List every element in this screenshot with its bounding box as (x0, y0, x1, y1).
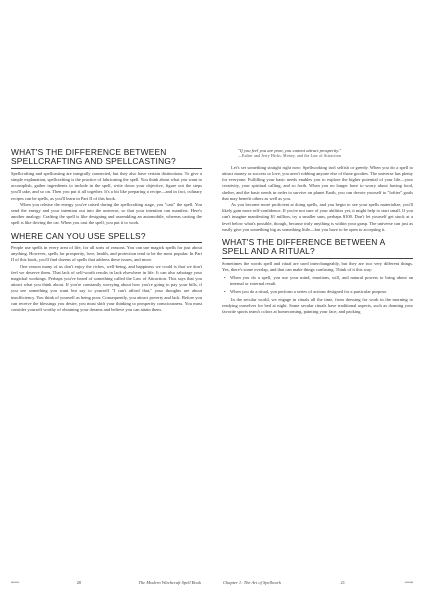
body-paragraph: One reason many of us don't enjoy the riches, well-being, and happiness we could is that we don't feel we deserve them. That lack of self-worth results in lack elsewhere in life. It can also sabotage your magickal workings. Perhaps you've heard of something called the Law of Attraction. This says that you attract what you think about. If you're constantly worrying about how you're going to pay your bills, if you see something you want but say to yourself "I can't afford that," your thoughts are about insufficiency. You think of yourself as being poor. Consequently, you attract poverty and lack. Before you can receive the blessings you desire, you must shift your thinking to prosperity consciousness. You must consider yourself worthy of obtaining your dreams and believe you can attain them. (11, 263, 202, 313)
arrow-left-icon: ⟵ (11, 580, 20, 586)
body-paragraph: Sometimes the words spell and ritual are used interchangeably, but they are two very different things. Yes, there's some overlap, and that can make things confusing. Think of it this way: (222, 260, 413, 273)
section-heading: WHERE CAN YOU USE SPELLS? (11, 232, 202, 243)
running-title: The Modern Witchcraft Spell Book (138, 580, 201, 585)
section-heading: WHAT'S THE DIFFERENCE BETWEEN SPELLCRAFTING AND SPELLCASTING? (11, 148, 202, 169)
list-item: • When you do a spell, you use your mind, emotions, will, and natural powers to bring about an internal or external result. (224, 275, 413, 287)
right-page (212, 0, 424, 600)
body-paragraph: Let's set something straight right now: Spellworking isn't selfish or greedy. When you do a spell to attract money or success or love, you aren't robbing anyone else of those goodies. The universe has plenty for everyone. Fulfilling your basic needs enables you to explore the higher potential of your life—your creativity, your spiritual calling, and so forth. When you no longer have to worry about having food, shelter, and the basic needs in order to survive on planet Earth, you can devote yourself to "loftier" goals that may benefit others as well as you. (222, 164, 413, 201)
list-item: • When you do a ritual, you perform a series of actions designed for a particular purpose. (224, 288, 388, 294)
bullet-icon: • (224, 275, 226, 281)
epigraph-quote: "If you feel you are poor, you cannot attract prosperity." (238, 148, 342, 153)
body-paragraph: In the secular world, we engage in rituals all the time, from dressing for work in the morning to readying ourselves for bed at night. Some secular rituals have traditional aspects, such as donning your favorite sports team's colors at homecoming, painting your face, and packing (222, 296, 413, 315)
body-paragraph: When you release the energy you've raised during the spellcrafting stage, you "cast" the spell. You send the energy and your intention out into the universe, so that your intention can manifest. Here's another analogy: Crafting the spell is like designing and assembling an automobile, whereas casting the spell is like driving the car. When you cast the spell, you put it to work. (11, 201, 202, 226)
running-title: Chapter 1: The Art of Spellwork (223, 580, 282, 585)
bullet-icon: • (224, 288, 226, 294)
body-paragraph: Spellcrafting and spellcasting are integrally connected, but they also have certain distinctions. To give a simple explanation, spellcrafting is the practice of fabricating the spell. You think about what you want to accomplish, gather ingredients to include in the spell, write down your objective, figure out the steps you'll take, and so on. Then you put it all together. It's a bit like preparing a recipe—and in fact, culinary recipes can be spells, as you'll learn in Part II of this book. (11, 170, 202, 201)
page-number: 21 (340, 580, 345, 585)
arrow-right-icon: ⟶ (404, 580, 413, 586)
bullet-list (222, 275, 413, 295)
left-footer (11, 579, 201, 586)
section-heading: WHAT'S THE DIFFERENCE BETWEEN A SPELL AND A RITUAL? (222, 238, 413, 259)
right-footer (223, 579, 413, 586)
body-paragraph: As you become more proficient at doing spells, and you begin to see your spells materialize, you'll likely gain more self-confidence. If you're not sure of your abilities yet, it might help to start small. If you can't imagine manifesting $1 million, try a smaller sum, perhaps $100. Don't let yourself get stuck at a level below what's possible, though, because truly anything is within your grasp. The universe can just as easily give you something big as something little—but you have to be open to accepting it. (222, 202, 413, 232)
body-paragraph: People use spells in every area of life, for all sorts of reasons. You can use magick spells for just about anything. However, spells for prosperity, love, health, and protection tend to be the most popular. In Part II of this book, you'll find dozens of spells that address these issues, and more. (11, 245, 202, 263)
page-number: 20 (76, 580, 82, 585)
epigraph-attribution: —Esther and Jerry Hicks, Money, and the Law of Attraction (238, 154, 341, 159)
